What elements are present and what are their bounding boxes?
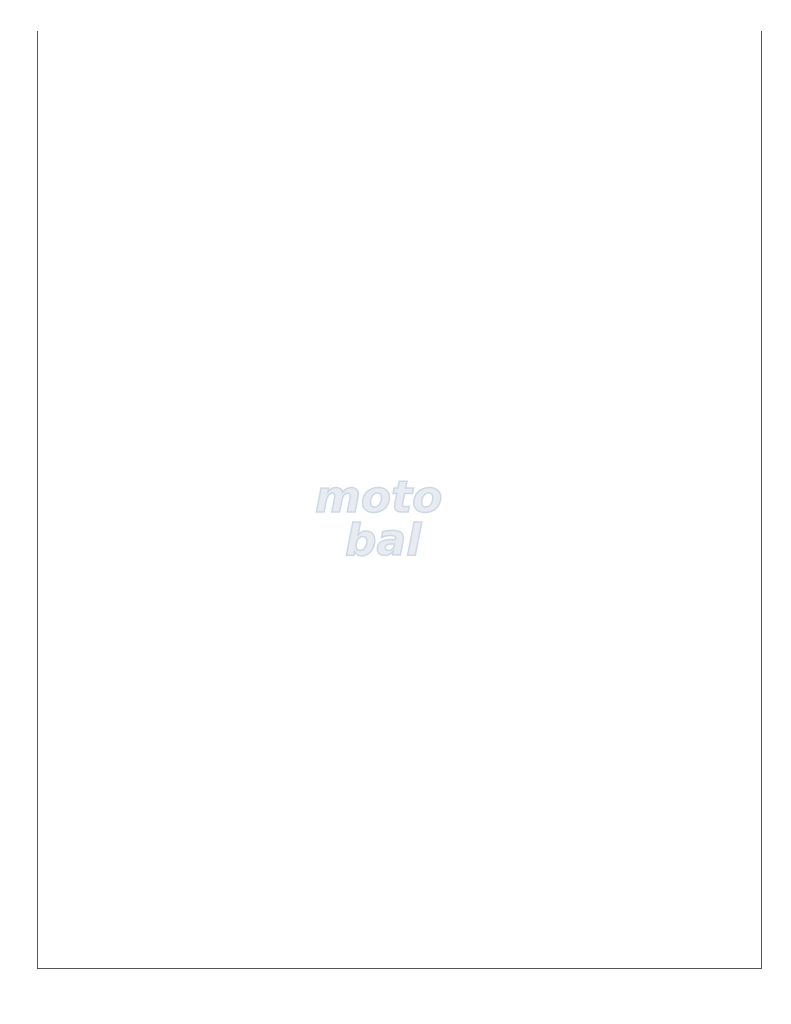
svg-text:bal: bal — [345, 515, 422, 565]
svg-text:moto: moto — [315, 472, 443, 523]
results-sheet — [37, 31, 762, 969]
